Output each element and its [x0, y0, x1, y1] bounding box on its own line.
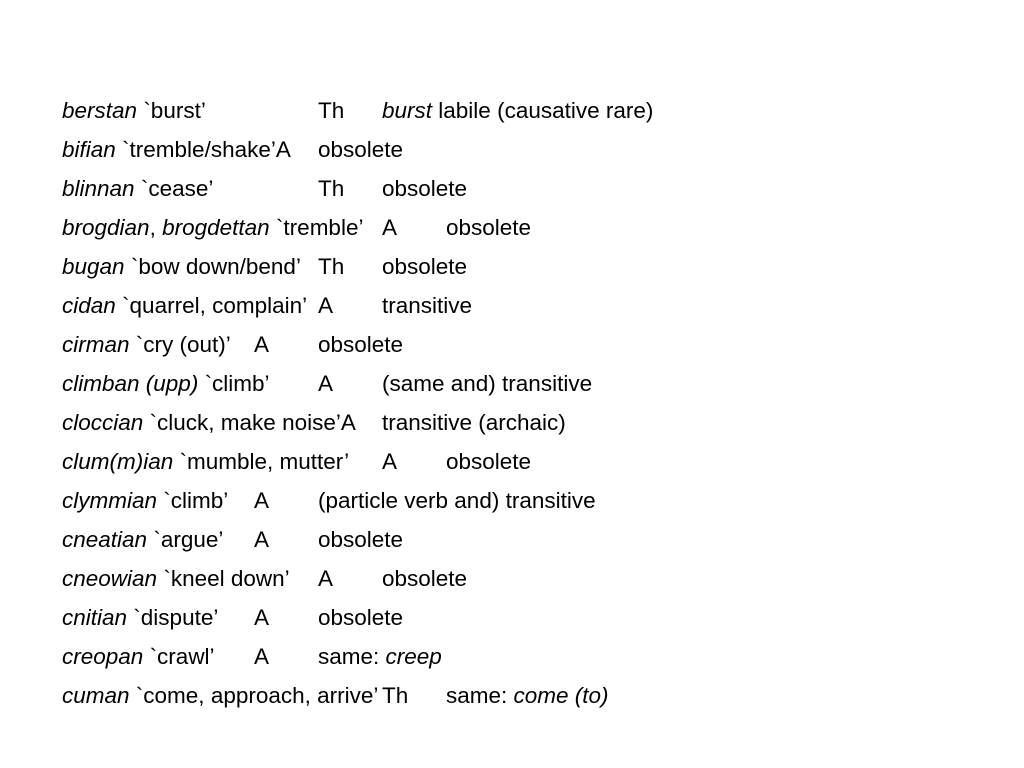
verb-text: A obsolete — [289, 566, 468, 591]
verb-text: `tremble’ — [269, 215, 364, 240]
verb-text: `crawl’ — [143, 644, 215, 669]
verb-text: `come, approach, arrive’ — [129, 683, 379, 708]
verb-italic-text: cirman — [62, 332, 130, 357]
verb-text: , — [149, 215, 163, 240]
verb-text: `quarrel, complain’ — [115, 293, 308, 318]
verb-italic-text: cnitian — [62, 605, 128, 630]
verb-text: `mumble, mutter’ — [173, 449, 350, 474]
verb-text: `argue’ — [147, 527, 224, 552]
verb-italic-text: burst — [382, 98, 433, 123]
verb-row — [62, 286, 962, 325]
verb-italic-text: climban (upp) — [62, 371, 199, 396]
verb-text: labile (causative rare) — [432, 98, 654, 123]
verb-row — [62, 637, 962, 676]
verb-text: `kneel down’ — [157, 566, 290, 591]
verb-text: A (same and) transitive — [269, 371, 593, 396]
verb-text: A obsolete — [275, 137, 404, 162]
verb-italic-text: creep — [385, 644, 442, 669]
verb-row — [62, 208, 962, 247]
verb-row — [62, 676, 962, 715]
verb-italic-text: cidan — [62, 293, 116, 318]
verb-row — [62, 364, 962, 403]
verb-text: `cluck, make noise’ — [143, 410, 341, 435]
verb-text: `bow down/bend’ — [124, 254, 301, 279]
verb-text: A same: — [214, 644, 386, 669]
verb-italic-text: clymmian — [62, 488, 158, 513]
verb-italic-text: come (to) — [513, 683, 609, 708]
verb-italic-text: creopan — [62, 644, 144, 669]
verb-text: Th same: — [378, 683, 514, 708]
verb-row — [62, 325, 962, 364]
verb-text: A (particle verb and) transitive — [228, 488, 596, 513]
verb-row — [62, 520, 962, 559]
verb-text: A obsolete — [223, 527, 404, 552]
verb-text: `cease’ — [134, 176, 214, 201]
verb-row — [62, 130, 962, 169]
verb-italic-text: clum(m)ian — [62, 449, 174, 474]
verb-text: Th obsolete — [300, 254, 468, 279]
verb-text: Th obsolete — [213, 176, 468, 201]
verb-row — [62, 481, 962, 520]
verb-italic-text: cuman — [62, 683, 130, 708]
verb-text: `dispute’ — [127, 605, 219, 630]
verb-text: `burst’ — [137, 98, 206, 123]
verb-text: A obsolete — [218, 605, 404, 630]
verb-text: `cry (out)’ — [129, 332, 231, 357]
verb-row — [62, 91, 962, 130]
verb-italic-text: berstan — [62, 98, 138, 123]
verb-text: `tremble/shake’ — [115, 137, 276, 162]
verb-row — [62, 169, 962, 208]
verb-text: A obsolete — [363, 215, 532, 240]
verb-text: Th — [205, 98, 382, 123]
verb-text: `climb’ — [198, 371, 270, 396]
verb-italic-text: cneatian — [62, 527, 148, 552]
verb-italic-text: brogdian — [62, 215, 150, 240]
verb-text: A transitive — [307, 293, 473, 318]
verb-row — [62, 559, 962, 598]
verb-row — [62, 598, 962, 637]
verb-row — [62, 247, 962, 286]
verb-text: A transitive (archaic) — [340, 410, 566, 435]
verb-text: A obsolete — [230, 332, 404, 357]
verb-text: `climb’ — [157, 488, 229, 513]
verb-text: A obsolete — [349, 449, 532, 474]
verb-list — [62, 91, 962, 715]
verb-row — [62, 442, 962, 481]
verb-row — [62, 403, 962, 442]
verb-italic-text: brogdettan — [162, 215, 270, 240]
verb-italic-text: bugan — [62, 254, 125, 279]
verb-italic-text: blinnan — [62, 176, 135, 201]
verb-italic-text: bifian — [62, 137, 116, 162]
verb-italic-text: cloccian — [62, 410, 144, 435]
verb-italic-text: cneowian — [62, 566, 158, 591]
